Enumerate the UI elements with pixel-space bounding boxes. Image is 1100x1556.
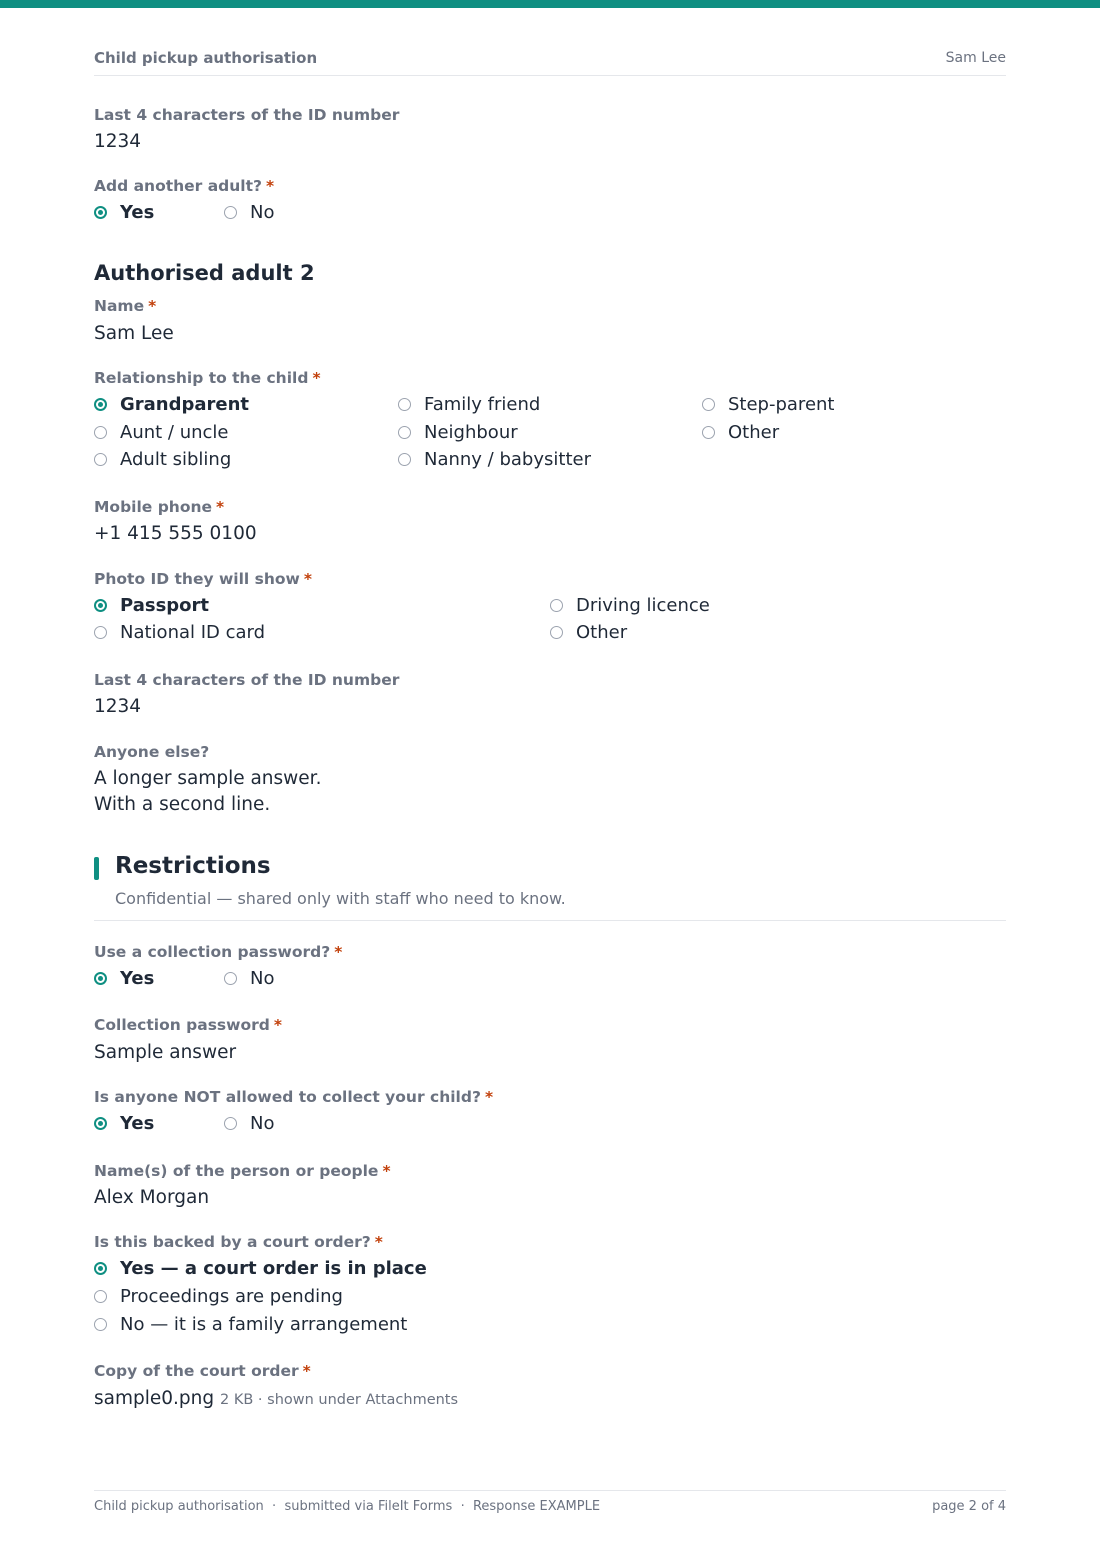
field-label-id-tail-2: Last 4 characters of the ID number	[94, 671, 400, 689]
required-marker: *	[266, 177, 275, 195]
required-marker: *	[374, 1233, 383, 1251]
field-label-add-another: Add another adult? *	[94, 177, 275, 195]
section-subtitle-restrictions: Confidential — shared only with staff who need to know.	[115, 889, 566, 908]
top-accent-bar	[0, 0, 1100, 8]
radio-empty-icon	[94, 626, 107, 639]
attachment-meta: 2 KB · shown under Attachments	[220, 1392, 459, 1408]
required-marker: *	[382, 1162, 391, 1180]
field-value-anyone-else-line-2: With a second line.	[94, 794, 271, 815]
field-label-photo-id: Photo ID they will show *	[94, 570, 312, 588]
field-value-id-tail-2: 1234	[94, 696, 142, 717]
required-marker: *	[312, 369, 321, 387]
radio-empty-icon	[224, 1117, 237, 1130]
page-footer	[94, 1490, 1006, 1514]
radio-empty-icon	[94, 1318, 107, 1331]
field-value-restricted-names: Alex Morgan	[94, 1187, 210, 1208]
field-label-mobile: Mobile phone *	[94, 498, 225, 516]
radio-empty-icon	[398, 453, 411, 466]
field-label-relationship: Relationship to the child *	[94, 369, 321, 387]
required-marker: *	[216, 498, 225, 516]
required-marker: *	[273, 1016, 282, 1034]
section-heading-adult-2: Authorised adult 2	[94, 261, 315, 285]
radio-selected-icon	[94, 206, 107, 219]
radio-empty-icon	[224, 206, 237, 219]
radio-empty-icon	[702, 398, 715, 411]
radio-empty-icon	[702, 426, 715, 439]
radio-empty-icon	[398, 426, 411, 439]
page-number: page 2 of 4	[932, 1499, 1006, 1514]
radio-selected-icon	[94, 972, 107, 985]
field-label-name: Name *	[94, 297, 157, 315]
radio-empty-icon	[398, 398, 411, 411]
required-marker: *	[148, 297, 157, 315]
field-label-court-copy: Copy of the court order *	[94, 1362, 311, 1380]
field-value-password: Sample answer	[94, 1042, 237, 1063]
field-value-id-tail-1: 1234	[94, 131, 142, 152]
radio-selected-icon	[94, 398, 107, 411]
radio-selected-icon	[94, 599, 107, 612]
field-label-anyone-else: Anyone else?	[94, 743, 210, 761]
radio-empty-icon	[94, 453, 107, 466]
field-label-court-order: Is this backed by a court order? *	[94, 1233, 383, 1251]
field-label-id-tail-1: Last 4 characters of the ID number	[94, 106, 400, 124]
radio-selected-icon	[94, 1117, 107, 1130]
required-marker: *	[303, 570, 312, 588]
field-label-restricted-names: Name(s) of the person or people *	[94, 1162, 391, 1180]
radio-selected-icon	[94, 1262, 107, 1275]
section-accent-bar	[94, 857, 99, 880]
required-marker: *	[484, 1088, 494, 1106]
page-header	[94, 47, 1006, 76]
field-label-use-password: Use a collection password? *	[94, 943, 343, 961]
field-label-password: Collection password *	[94, 1016, 282, 1034]
form-title: Child pickup authorisation	[94, 49, 318, 67]
section-divider	[94, 920, 1006, 921]
field-value-name: Sam Lee	[94, 323, 174, 344]
radio-empty-icon	[94, 1290, 107, 1303]
required-marker: *	[302, 1362, 311, 1380]
field-value-mobile: +1 415 555 0100	[94, 523, 257, 544]
required-marker: *	[334, 943, 343, 961]
field-label-not-allowed: Is anyone NOT allowed to collect your child? *	[94, 1088, 494, 1106]
radio-empty-icon	[550, 599, 563, 612]
attachment-filename[interactable]: sample0.png	[94, 1388, 215, 1409]
radio-empty-icon	[224, 972, 237, 985]
field-value-anyone-else-line-1: A longer sample answer.	[94, 768, 322, 789]
field-value-court-copy	[94, 1386, 458, 1413]
respondent-name: Sam Lee	[945, 50, 1006, 66]
section-heading-restrictions: Restrictions	[115, 853, 271, 879]
radio-empty-icon	[94, 426, 107, 439]
footer-info: Child pickup authorisation · submitted via FileIt Forms · Response EXAMPLE	[94, 1499, 601, 1514]
radio-empty-icon	[550, 626, 563, 639]
